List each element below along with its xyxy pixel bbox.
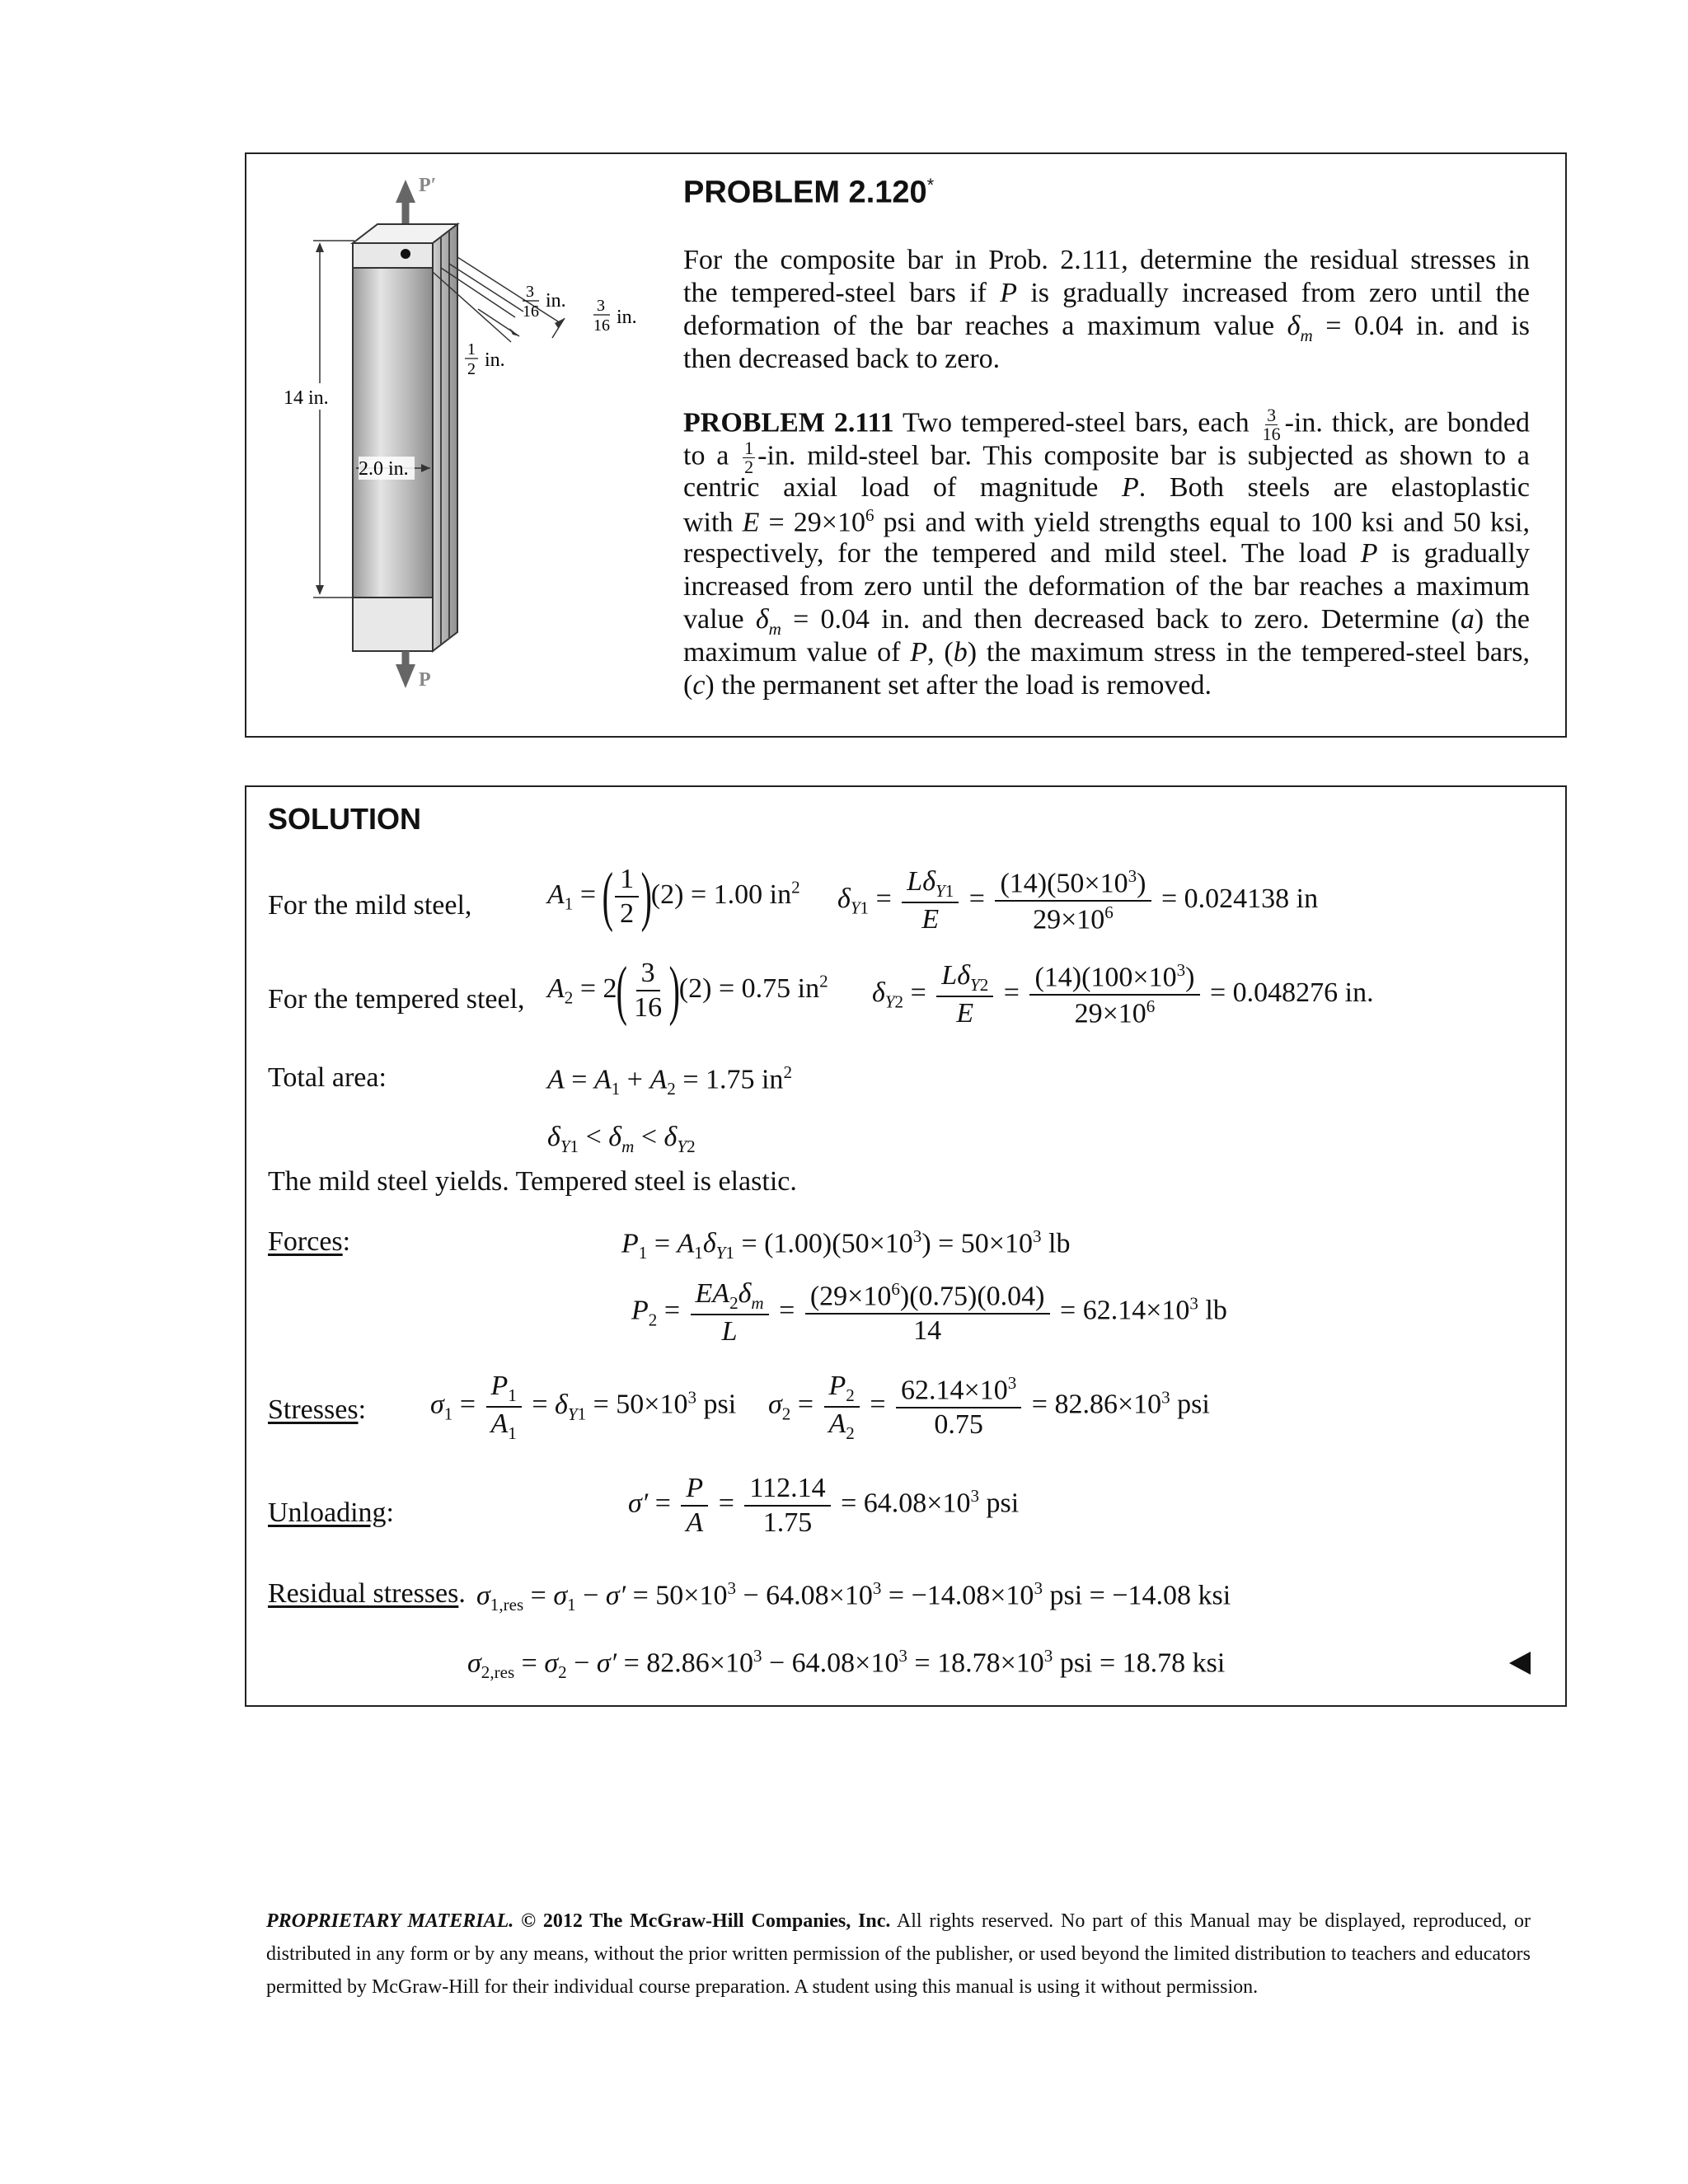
answer-marker-icon	[1508, 1651, 1531, 1675]
yield-note: The mild steel yields. Tempered steel is elastic.	[268, 1166, 797, 1197]
load-arrow-bottom-head	[396, 664, 415, 688]
svg-text:in.: in.	[617, 307, 637, 328]
solution-heading: SOLUTION	[268, 802, 421, 836]
load-label-top: P′	[419, 175, 437, 196]
svg-text:16: 16	[593, 316, 610, 335]
load-pin-top	[401, 249, 410, 259]
load-arrow-top-head	[396, 180, 415, 203]
svg-text:16: 16	[523, 302, 539, 321]
thickness-label-2	[593, 297, 637, 335]
width-dimension-label: 2.0 in.	[359, 458, 409, 480]
ref-line-6: increased from zero until the deformation of the bar reaches a maximum	[683, 571, 1530, 602]
copyright-footer	[266, 1905, 1531, 2004]
load-label-bottom: P	[419, 669, 431, 691]
thickness-label-1	[523, 283, 566, 321]
ref-line-8: maximum value of P, (b) the maximum stress in the tempered-steel bars,	[683, 637, 1531, 668]
ref-line-3: centric axial load of magnitude P. Both steels are elastoplastic	[683, 472, 1530, 503]
problem-title-mark: *	[926, 175, 935, 195]
force-p2-equation: $P_2$ = $\frac{EA_2\delta_m}{L}$ = $\frac{(29\times 10^6)(0.75)(0.04)}{14}$ = $62.14\times 10^3$ lb	[631, 1278, 1227, 1347]
unloading-label: Unloading:	[268, 1497, 394, 1528]
bar-front-face	[353, 243, 433, 651]
residual-label-text: Residual stresses	[268, 1578, 459, 1609]
residual-label: Residual stresses.	[268, 1578, 466, 1609]
total-area-label: Total area:	[268, 1062, 387, 1093]
total-area-equation: $A = A_1 + A_2 = 1.75$ $in^2$	[547, 1062, 792, 1099]
problem-line-3: deformation of the bar reaches a maximum value $\delta_m = 0.04$ in. and is	[683, 311, 1531, 345]
mild-steel-label: For the mild steel,	[268, 890, 472, 921]
problem-title-text: PROBLEM 2.120	[683, 175, 927, 210]
tempered-steel-label: For the tempered steel,	[268, 984, 525, 1015]
unloading-label-text: Unloading	[268, 1497, 387, 1528]
yield-deformation-tempered: $\delta_{Y2}$ = $\frac{L\delta_{Y2}}{E}$ = $\frac{(14)(100\times 10^3)}{29\times 10^6}$ = 0.048276 in.	[872, 960, 1374, 1029]
residual-stress-1: $\sigma_{1,res} = \sigma_1 - \sigma' = 50\times 10^3 - 64.08\times 10^3 = -14.08\times 10^3$ psi = −14.08 ksi	[476, 1578, 1231, 1615]
problem-title	[683, 175, 934, 211]
composite-bar-figure	[280, 173, 659, 692]
footer-copyright: © 2012 The McGraw-Hill Companies, Inc.	[521, 1910, 891, 1932]
forces-label-text: Forces	[268, 1226, 343, 1257]
footer-text: All rights reserved. No part of this Manual may be displayed, reproduced, or distributed in any form or by any means, without the prior written permission of the publisher, or used beyond the limited distribution to teachers and educators permitted by McGraw-Hill for their individual course preparation. A student using this manual is using it without permission.	[266, 1910, 1531, 1998]
ref-line-5: respectively, for the tempered and mild steel. The load P is gradually	[683, 538, 1530, 569]
svg-text:3: 3	[526, 283, 534, 301]
bar-bottom-cap	[353, 598, 433, 651]
stress-s2-equation: $\sigma_2$ = $\frac{P_2}{A_2}$ = $\frac{62.14\times 10^3}{0.75}$ = $82.86\times 10^3$ psi	[768, 1371, 1210, 1443]
stress-s1-equation: $\sigma_1$ = $\frac{P_1}{A_1}$ = $\delta_{Y1} = 50\times 10^3$ psi	[430, 1371, 737, 1443]
svg-text:in.: in.	[485, 349, 505, 371]
bar-side-face	[433, 224, 457, 651]
ref-title: PROBLEM 2.111	[683, 407, 894, 438]
stresses-label: Stresses:	[268, 1394, 367, 1425]
problem-line-2: the tempered-steel bars if P is gradually increased from zero until the	[683, 278, 1530, 308]
force-p1-equation: $P_1 = A_1\delta_{Y1} = (1.00)(50\times 10^3) = 50\times 10^3$ lb	[621, 1226, 1071, 1263]
ref-line-1: PROBLEM 2.111 Two tempered-steel bars, each $\frac{3}{16}$ -in. thick, are bonded	[683, 405, 1530, 444]
svg-text:in.: in.	[546, 290, 566, 312]
residual-stress-2: $\sigma_{2,res} = \sigma_2 - \sigma' = 82.86\times 10^3 - 64.08\times 10^3 = 18.78\times 10^3$ psi = 18.78 ksi	[467, 1646, 1226, 1683]
ref-line-4: with $E = 29\times 10^6$ psi and with yield strengths equal to 100 ksi and 50 ksi,	[683, 505, 1530, 538]
svg-text:3: 3	[597, 297, 605, 315]
footer-lead: PROPRIETARY MATERIAL.	[266, 1910, 514, 1932]
unloading-equation: σ′ = $\frac{P}{A}$ = $\frac{112.14}{1.75}$ = $64.08\times 10^3$ psi	[628, 1473, 1020, 1538]
area-a2-equation: $A_2 = 2$( $\frac{3}{16}$ )(2) = 0.75 $in^2$	[547, 954, 828, 1027]
stresses-label-text: Stresses	[268, 1394, 359, 1425]
problem-line-1: For the composite bar in Prob. 2.111, determine the residual stresses in	[683, 245, 1530, 275]
deformation-inequality: $\delta_{Y1} < \delta_m < \delta_{Y2}$	[547, 1122, 696, 1156]
ref-line-9: (c) the permanent set after the load is removed.	[683, 670, 1212, 701]
svg-text:1: 1	[467, 340, 476, 359]
mild-thickness-label	[465, 340, 505, 378]
area-a1-equation: $A_1$ = ( $\frac{1}{2}$ )(2) = 1.00 $in^2$	[547, 860, 800, 933]
length-dimension-label: 14 in.	[284, 387, 329, 409]
problem-line-4: then decreased back to zero.	[683, 344, 1001, 374]
forces-label: Forces:	[268, 1226, 351, 1257]
bar-top-cap	[353, 243, 433, 268]
svg-text:2: 2	[467, 360, 476, 378]
ref-line-7: value $\delta_m = 0.04$ in. and then decreased back to zero. Determine (a) the	[683, 604, 1530, 639]
ref-line-2: to a $\frac{1}{2}$ -in. mild-steel bar. This composite bar is subjected as shown to a	[683, 438, 1530, 477]
yield-deformation-mild: $\delta_{Y1}$ = $\frac{L\delta_{Y1}}{E}$ = $\frac{(14)(50\times 10^3)}{29\times 10^6}$ = 0.024138 in	[837, 866, 1319, 935]
